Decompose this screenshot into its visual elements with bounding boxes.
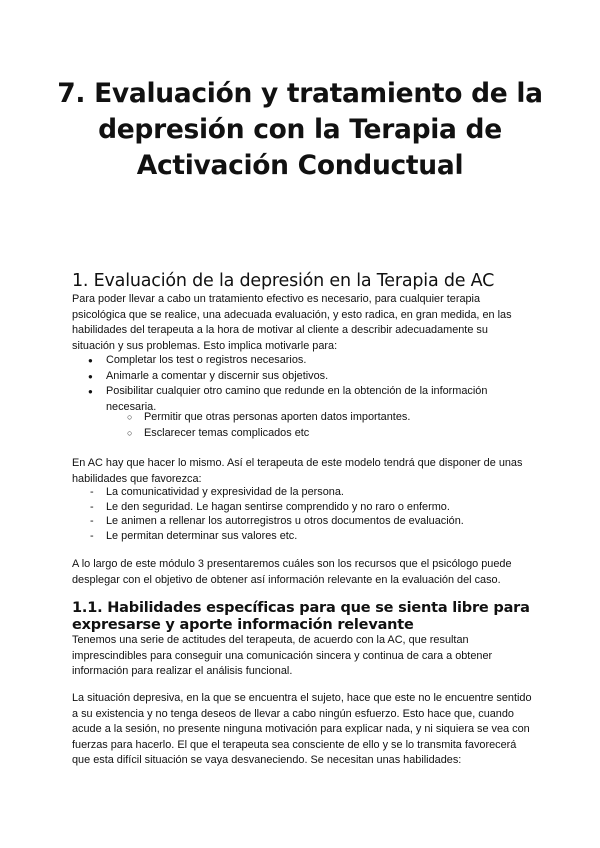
section-1-paragraph-3: A lo largo de este módulo 3 presentaremos cuáles son los recursos que el psicólogo puede desplegar con el objetivo de obtener así información relevante en la evaluación del caso.: [72, 558, 512, 586]
list-item: ● Completar los test o registros necesarios.: [106, 353, 534, 369]
skills-dash-list: [106, 485, 534, 543]
list-item: - Le animen a rellenar los autorregistros u otros documentos de evaluación.: [106, 514, 534, 529]
page-title: 7. Evaluación y tratamiento de la depresión con la Terapia de Activación Conductual: [57, 78, 543, 181]
list-item: - Le permitan determinar sus valores etc.: [106, 529, 534, 544]
motivation-bullet-list: [106, 353, 534, 415]
list-item: ● Animarle a comentar y discernir sus objetivos.: [106, 369, 534, 385]
section-1-intro: Para poder llevar a cabo un tratamiento efectivo es necesario, para cualquier terapia psicológica que se realice, una adecuada evaluación, y esto radica, en gran medida, en las habilidades del terapeuta a la hora de motivar al cliente a describir adecuadamente su situación y sus problemas. Esto implica motivarle para:: [72, 293, 512, 352]
section-1-paragraph-2: En AC hay que hacer lo mismo. Así el terapeuta de este modelo tendrá que disponer de unas habilidades que favorezca:: [72, 457, 523, 485]
section-1-1-paragraph-2: La situación depresiva, en la que se encuentra el sujeto, hace que este no le encuentre sentido a su existencia y no tenga deseos de llevar a cabo ningún esfuerzo. Esto hace que, cuando acude a la sesión, no presente ninguna motivación para explicar nada, y ni siquiera se vea con fuerzas para hacerlo. El que el terapeuta sea consciente de ello y se lo transmita favorecerá que esta difícil situación se vaya desvaneciendo. Se necesitan unas habilidades:: [72, 692, 532, 767]
list-item: ○ Permitir que otras personas aporten datos importantes.: [144, 410, 534, 426]
section-1-1-heading: 1.1. Habilidades específicas para que se sienta libre para expresarse y aporte información relevante: [72, 600, 530, 633]
list-item: ○ Esclarecer temas complicados etc: [144, 426, 534, 442]
list-item: - La comunicatividad y expresividad de la persona.: [106, 485, 534, 500]
section-1-1-paragraph-1: Tenemos una serie de actitudes del terapeuta, de acuerdo con la AC, que resultan imprescindibles para conseguir una comunicación sincera y continua de cara a obtener información para realizar el análisis funcional.: [72, 634, 493, 678]
motivation-sub-bullet-list: [144, 410, 534, 441]
list-item: - Le den seguridad. Le hagan sentirse comprendido y no raro o enfermo.: [106, 500, 534, 515]
section-1-heading: 1. Evaluación de la depresión en la Terapia de AC: [72, 271, 495, 291]
list-item: ● Posibilitar cualquier otro camino que redunde en la obtención de la información necesaria.: [106, 384, 534, 415]
